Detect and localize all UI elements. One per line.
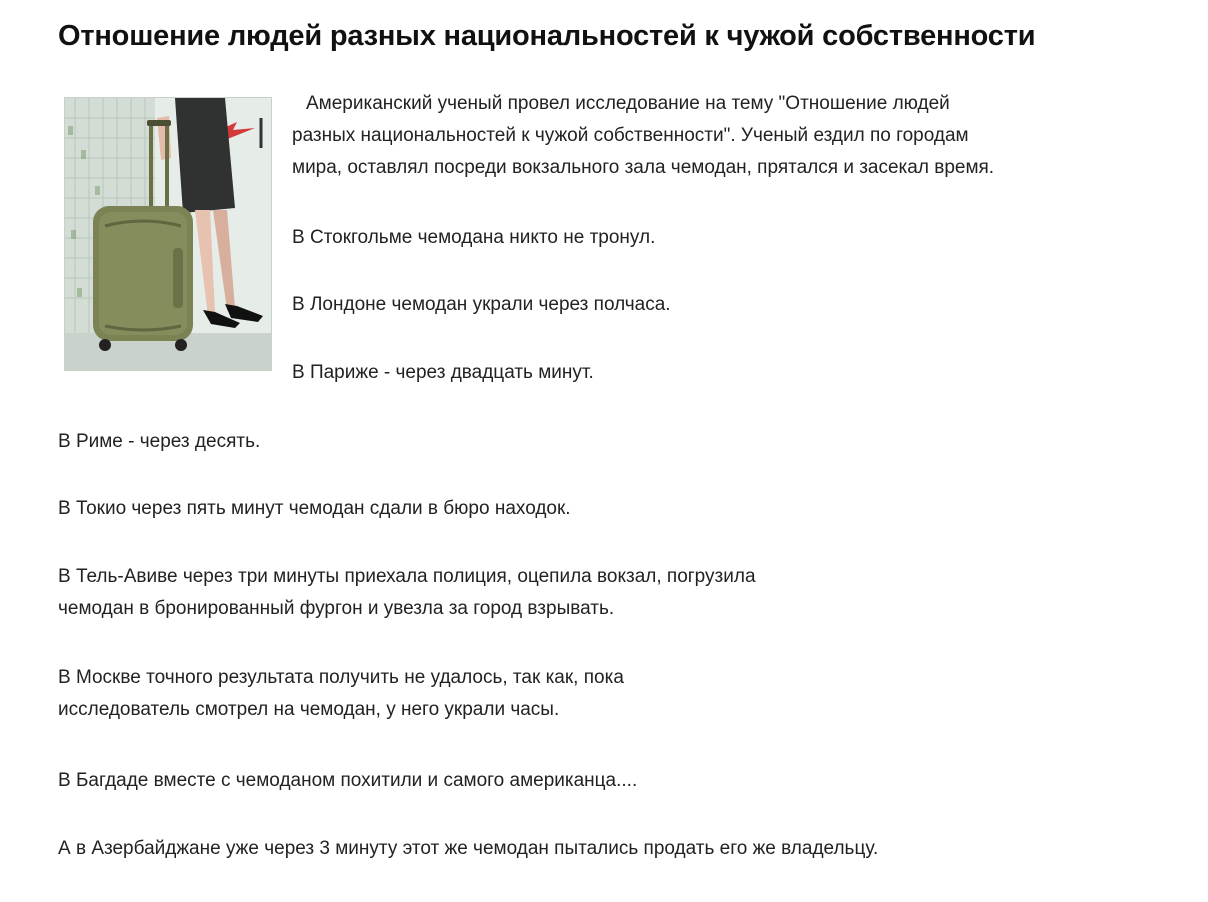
telaviv-line-2: чемодан в бронированный фургон и увезла за город взрывать. xyxy=(58,598,615,619)
article-title: Отношение людей разных национальностей к чужой собственности xyxy=(58,20,1036,52)
intro-line-3: мира, оставлял посреди вокзального зала чемодан, прятался и засекал время. xyxy=(292,157,995,178)
london-paragraph: В Лондоне чемодан украли через полчаса. xyxy=(292,294,671,315)
baghdad-paragraph: В Багдаде вместе с чемоданом похитили и самого американца.... xyxy=(58,770,638,791)
rome-paragraph: В Риме - через десять. xyxy=(58,431,261,452)
moscow-line-2: исследователь смотрел на чемодан, у него украли часы. xyxy=(58,699,560,720)
stockholm-paragraph: В Стокгольме чемодана никто не тронул. xyxy=(292,227,656,248)
intro-line-2: разных национальностей к чужой собственности". Ученый ездил по городам xyxy=(292,125,969,146)
paris-paragraph: В Париже - через двадцать минут. xyxy=(292,362,594,383)
azerbaijan-paragraph: А в Азербайджане уже через 3 минуту этот же чемодан пытались продать его же владельцу. xyxy=(58,838,879,859)
suitcase-photo xyxy=(64,97,272,371)
moscow-line-1: В Москве точного результата получить не удалось, так как, пока xyxy=(58,667,624,688)
tokyo-paragraph: В Токио через пять минут чемодан сдали в бюро находок. xyxy=(58,498,571,519)
intro-line-1: Американский ученый провел исследование на тему "Отношение людей xyxy=(306,93,950,114)
telaviv-line-1: В Тель-Авиве через три минуты приехала полиция, оцепила вокзал, погрузила xyxy=(58,566,756,587)
